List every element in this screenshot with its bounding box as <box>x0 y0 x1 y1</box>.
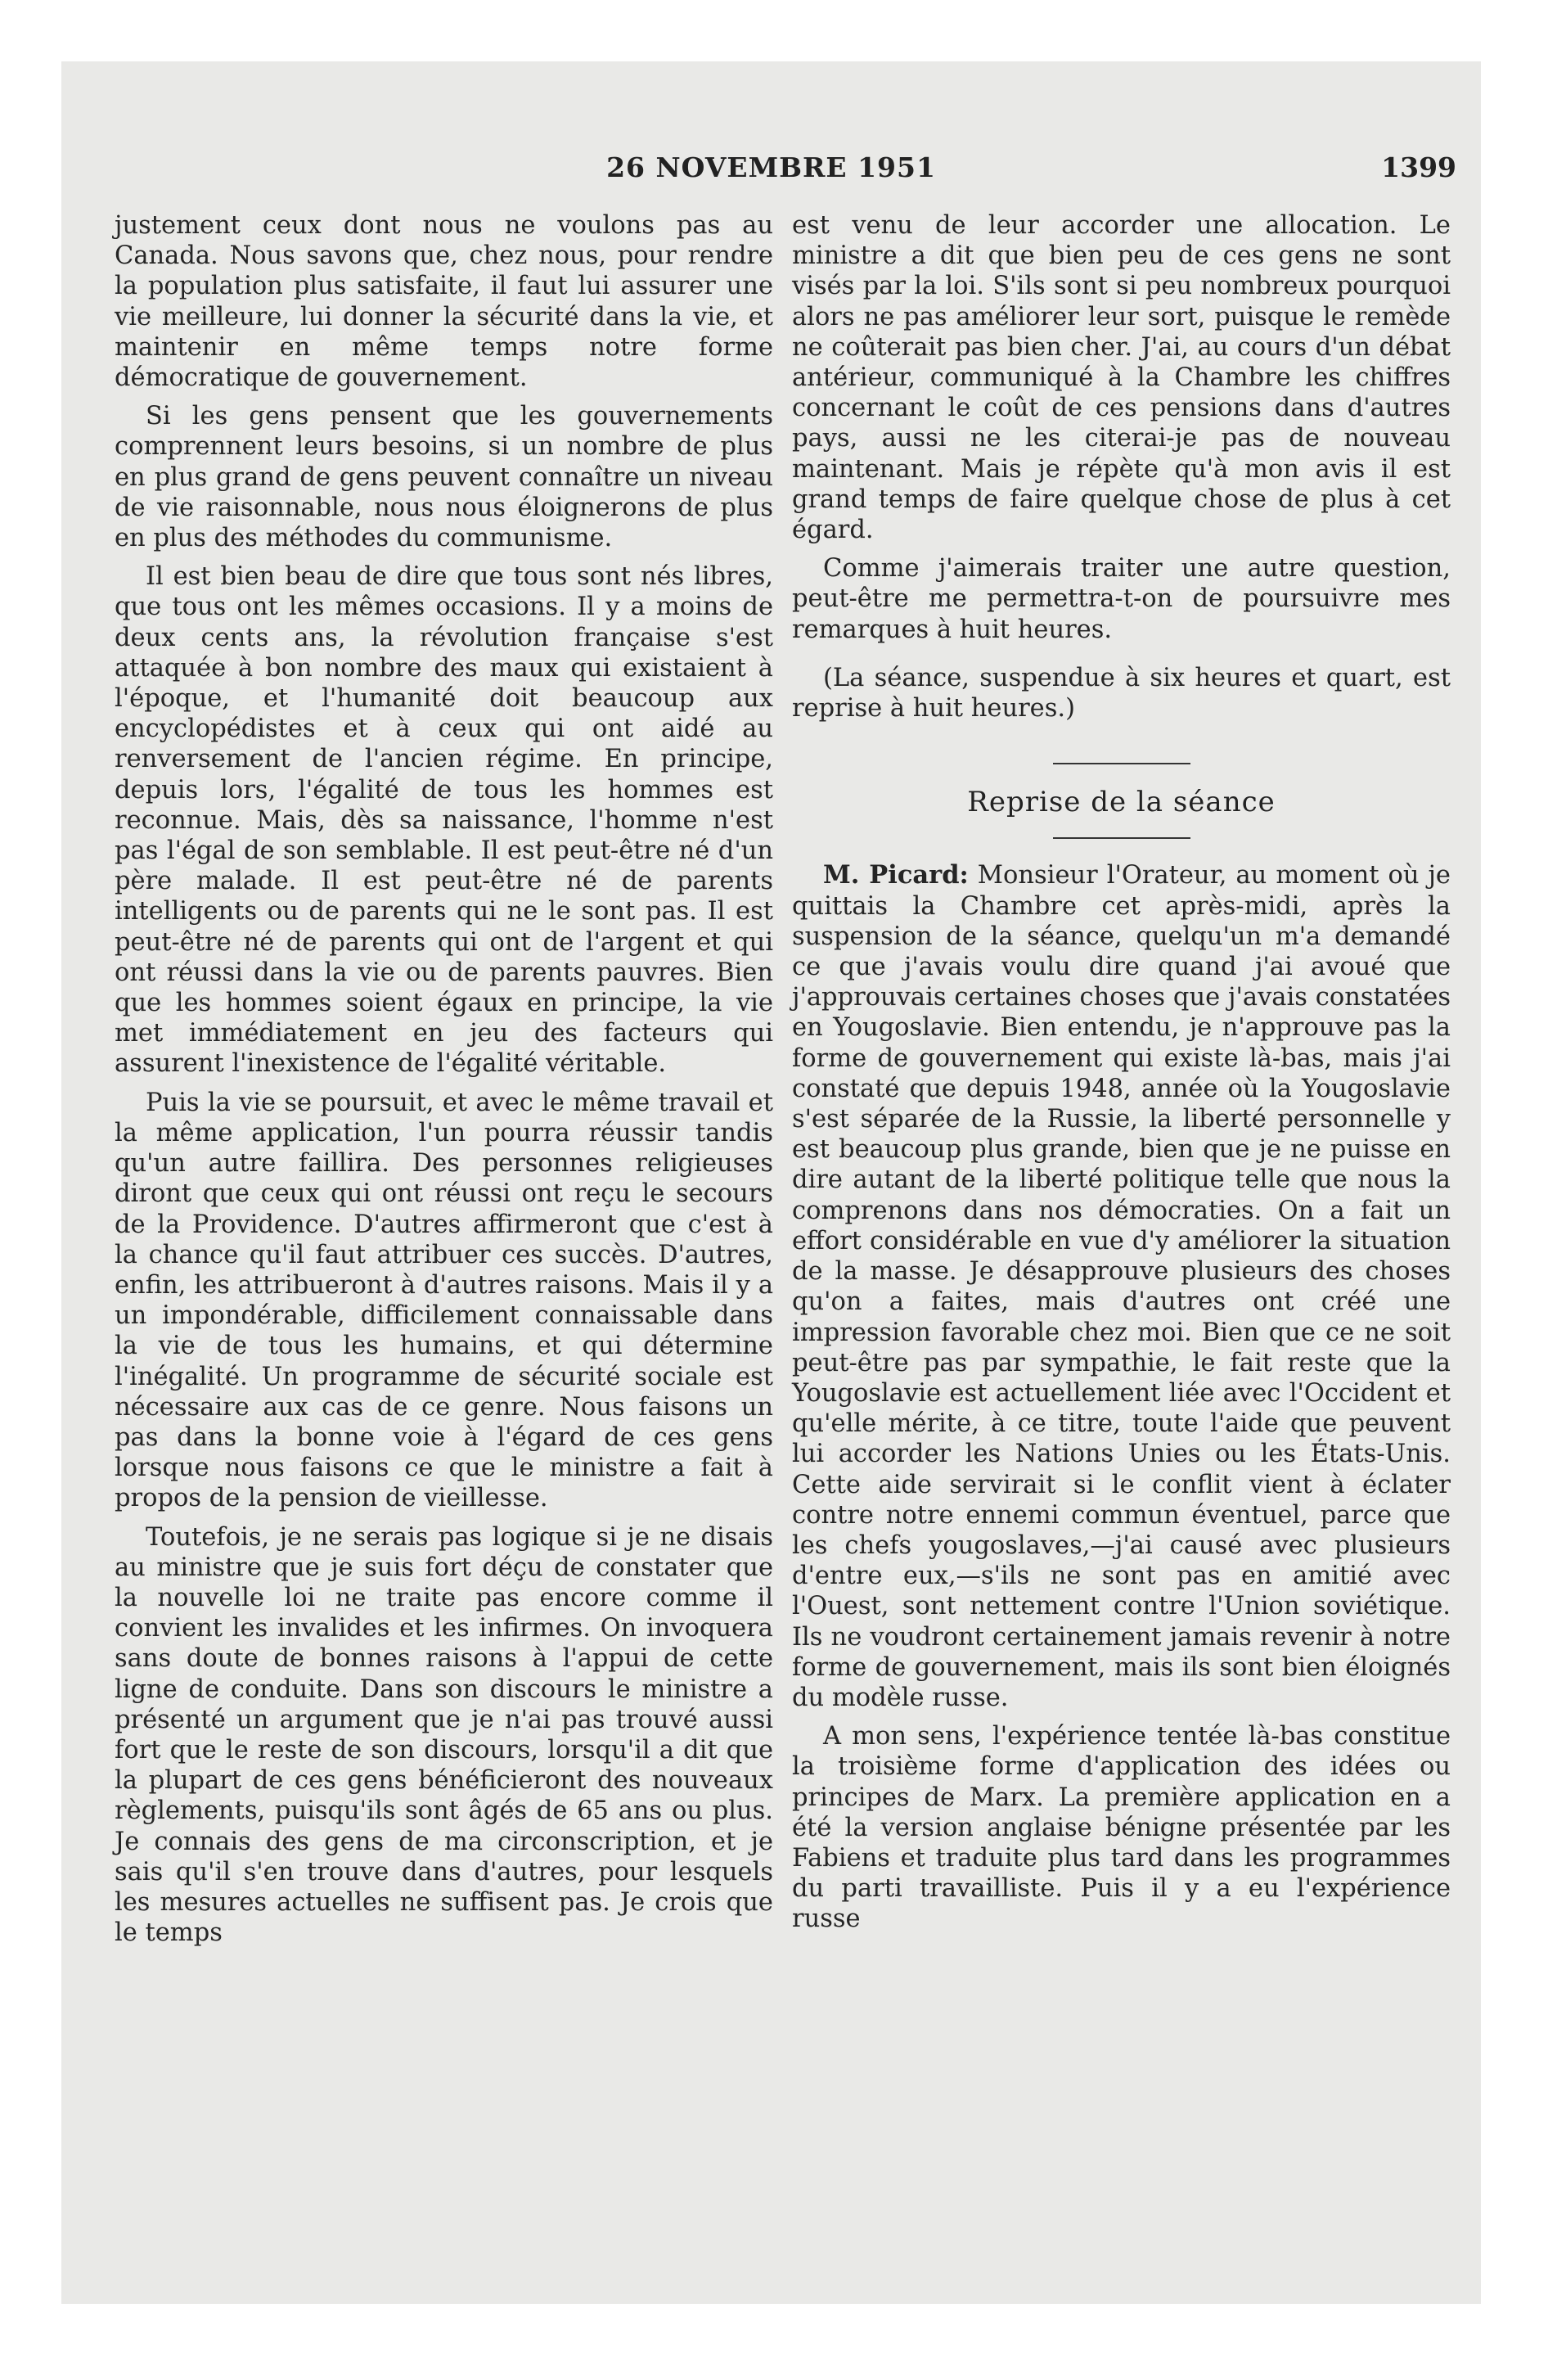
left-column <box>115 210 773 1956</box>
speech-paragraph <box>792 860 1451 1713</box>
right-column <box>792 210 1451 1943</box>
paragraph: justement ceux dont nous ne voulons pas au Canada. Nous savons que, chez nous, pour rendre la population plus satisfaite, il faut lui assurer une vie meilleure, lui donner la sécurité dans la vie, et maintenir en même temps notre forme démocratique de gouvernement. <box>115 211 773 393</box>
paragraph: Toutefois, je ne serais pas logique si je ne disais au ministre que je suis fort déçu de constater que la nouvelle loi ne traite pas encore comme il convient les invalides et les infirmes. On invoquera sans doute de bonnes raisons à l'appui de cette ligne de conduite. Dans son discours le ministre a présenté un argument que je n'ai pas trouvé aussi fort que le reste de son discours, lorsqu'il a dit que la plupart de ces gens bénéficieront des nouveaux règlements, puisqu'ils sont âgés de 65 ans ou plus. Je connais des gens de ma circonscription, et je sais qu'il s'en trouve dans d'autres, pour lesquels les mesures actuelles ne suffisent pas. Je crois que le temps <box>115 1522 773 1948</box>
paragraph: Comme j'aimerais traiter une autre question, peut-être me permettra-t-on de poursuivre mes remarques à huit heures. <box>792 554 1451 644</box>
speech-text: Monsieur l'Orateur, au moment où je quittais la Chambre cet après-midi, après la suspension de la séance, quelqu'un m'a demandé ce que j'avais voulu dire quand j'ai avoué que j'approuvais certaines choses que j'avais constatées en Yougoslavie. Bien entendu, je n'approuve pas la forme de gouvernement qui existe là-bas, mais j'ai constaté que depuis 1948, année où la Yougoslavie s'est séparée de la Russie, la liberté personnelle y est beaucoup plus grande, bien que je ne puisse en dire autant de la liberté politique telle que nous la comprenons dans nos démocraties. On a fait un effort considérable en vue d'y améliorer la situation de la masse. Je désapprouve plusieurs des choses qu'on a faites, mais d'autres ont créé une impression favorable chez moi. Bien que ce ne soit peut-être pas par sympathie, le fait reste que la Yougoslavie est actuellement liée avec l'Occident et qu'elle mérite, à ce titre, toute l'aide que peuvent lui accorder les Nations Unies ou les États-Unis. Cette aide servirait si le conflit vient à éclater contre notre ennemi commun éventuel, parce que les chefs yougoslaves,—j'ai causé avec plusieurs d'entre eux,—s'ils ne sont pas en amitié avec l'Ouest, sont nettement contre l'Union soviétique. Ils ne voudront certainement jamais revenir à notre forme de gouvernement, mais ils sont bien éloignés du modèle russe. <box>792 861 1451 1712</box>
paragraph: Si les gens pensent que les gouvernements comprennent leurs besoins, si un nombre de plus en plus grand de gens peuvent connaître un niveau de vie raisonnable, nous nous éloignerons de plus en plus des méthodes du communisme. <box>115 402 773 553</box>
document-page <box>61 61 1481 2304</box>
paragraph: A mon sens, l'expérience tentée là-bas constitue la troisième forme d'application des idées ou principes de Marx. La première application en a été la version anglaise bénigne présentée par les Fabiens et traduite plus tard dans les programmes du parti travailliste. Puis il y a eu l'expérience russe <box>792 1722 1451 1934</box>
page-number: 1399 <box>1381 151 1456 183</box>
section-heading: Reprise de la séance <box>967 786 1276 819</box>
spacer <box>792 732 1451 763</box>
paragraph: est venu de leur accorder une allocation. Le ministre a dit que bien peu de ces gens ne sont visés par la loi. S'ils sont si peu nombreux pourquoi alors ne pas améliorer leur sort, puisque le remède ne coûterait pas bien cher. J'ai, au cours d'un débat antérieur, communiqué à la Chambre les chiffres concernant le coût de ces pensions dans d'autres pays, aussi ne les citerai-je pas de nouveau maintenant. Mais je répète qu'à mon avis il est grand temps de faire quelque chose de plus à cet égard. <box>792 211 1451 545</box>
speaker-name: M. Picard: <box>823 860 969 890</box>
header-date: 26 NOVEMBRE 1951 <box>606 151 936 183</box>
paragraph: Il est bien beau de dire que tous sont nés libres, que tous ont les mêmes occasions. Il y a moins de deux cents ans, la révolution française s'est attaquée à bon nombre des maux qui existaient à l'époque, et l'humanité doit beaucoup aux encyclopédistes et à ceux qui ont aidé au renversement de l'ancien régime. En principe, depuis lors, l'égalité de tous les hommes est reconnue. Mais, dès sa naissance, l'homme n'est pas l'égal de son semblable. Il est peut-être né d'un père malade. Il est peut-être né de parents intelligents ou de parents qui ne le sont pas. Il est peut-être né de parents qui ont de l'argent et qui ont réussi dans la vie ou de parents pauvres. Bien que les hommes soient égaux en principe, la vie met immédiatement en jeu des facteurs qui assurent l'inexistence de l'égalité véritable. <box>115 562 773 1079</box>
divider-rule <box>1053 763 1190 764</box>
paragraph: Puis la vie se poursuit, et avec le même travail et la même application, l'un pourra réussir tandis qu'un autre faillira. Des personnes religieuses diront que ceux qui ont réussi ont reçu le secours de la Providence. D'autres affirmeront que c'est à la chance qu'il faut attribuer ces succès. D'autres, enfin, les attribueront à d'autres raisons. Mais il y a un impondérable, difficilement connaissable dans la vie de tous les humains, et qui détermine l'inégalité. Un programme de sécurité sociale est nécessaire aux cas de ce genre. Nous faisons un pas dans la bonne voie à l'égard de ces gens lorsque nous faisons ce que le ministre a fait à propos de la pension de vieillesse. <box>115 1088 773 1513</box>
session-note: (La séance, suspendue à six heures et quart, est reprise à huit heures.) <box>792 663 1451 723</box>
divider-rule <box>1053 837 1190 839</box>
page-header <box>61 151 1481 192</box>
